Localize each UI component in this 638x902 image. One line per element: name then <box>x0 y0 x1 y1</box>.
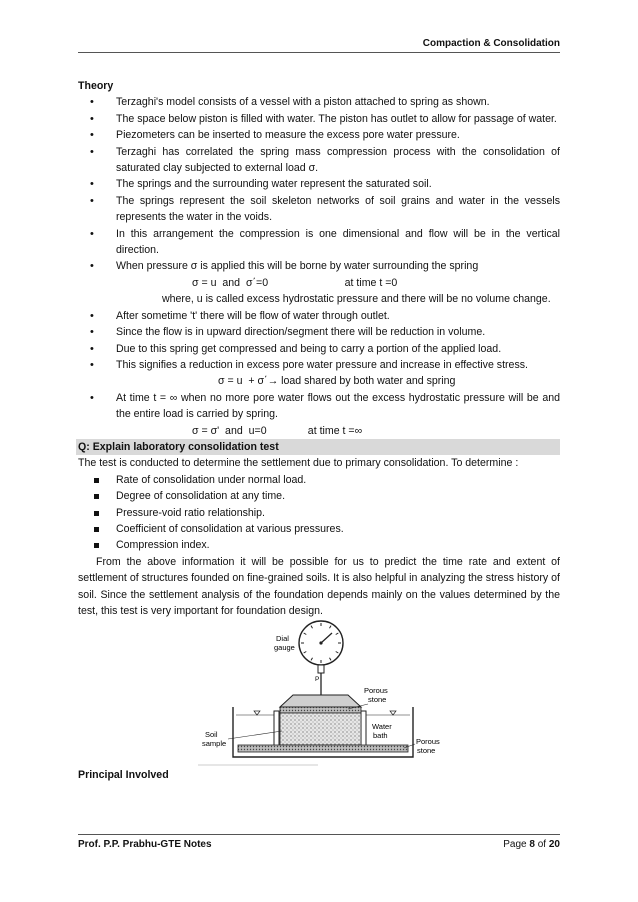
consolidation-apparatus-figure <box>78 619 560 767</box>
question-paragraph: From the above information it will be possible for us to predict the time rate and extent of settlement of structures founded on fine-grained soils. It is also helpful in analyzing the stress history of soil. Since the settlement analysis of the foundation depends mainly on the values determined by the test, this test is very important for foundation design. <box>78 555 560 617</box>
header-rule <box>78 52 560 53</box>
porous-label-top: Porous <box>364 686 388 696</box>
theory-bullets-b <box>78 308 560 374</box>
apparatus-diagram <box>78 619 560 767</box>
page-current: 8 <box>529 839 535 850</box>
list-item: • Due to this spring get compressed and being to carry a portion of the applied load. <box>78 341 560 357</box>
equation-2: σ = u + σ΄→ load shared by both water and spring <box>218 375 456 388</box>
bottom-porous-stone <box>238 745 408 752</box>
bath-label: bath <box>373 731 388 741</box>
list-item: • At time t = ∞ when no more pore water flows out the excess hydrostatic pressure will be and the entire load is carried by spring. <box>78 390 560 423</box>
of-word: of <box>537 839 547 850</box>
soil-label: Soil <box>205 730 218 740</box>
question-items <box>78 472 560 554</box>
dial-stem <box>318 665 324 673</box>
top-porous-stone <box>280 707 361 713</box>
soil-sample <box>280 713 361 745</box>
list-item: Degree of consolidation at any time. <box>78 488 560 504</box>
footer-author: Prof. P.P. Prabhu-GTE Notes <box>78 839 212 850</box>
theory-heading: Theory <box>78 80 114 92</box>
question-heading: Q: Explain laboratory consolidation test <box>76 439 560 455</box>
list-item: • In this arrangement the compression is one dimensional and flow will be in the vertical direction. <box>78 226 560 259</box>
footer-rule <box>78 834 560 835</box>
list-item: • This signifies a reduction in excess pore water pressure and increase in effective stress. <box>78 357 560 373</box>
gauge-label: gauge <box>274 643 295 653</box>
principal-heading: Principal Involved <box>78 769 169 782</box>
footer-page-number <box>503 839 560 850</box>
sample-label: sample <box>202 739 227 749</box>
list-item: Compression index. <box>78 537 560 553</box>
page-total: 20 <box>548 839 560 850</box>
stone-label-top: stone <box>368 695 387 705</box>
theory-bullets-c <box>78 390 560 423</box>
list-item: • The springs represent the soil skeleton networks of soil grains and water in the vessels represents the water in the voids. <box>78 193 560 226</box>
list-item: • Piezometers can be inserted to measure the excess pore water pressure. <box>78 127 560 143</box>
water-label: Water <box>372 722 392 732</box>
list-item: • After sometime 't' there will be flow of water through outlet. <box>78 308 560 324</box>
list-item: • Since the flow is in upward direction/segment there will be reduction in volume. <box>78 324 560 340</box>
page-word: Page <box>503 839 527 850</box>
page-header-title: Compaction & Consolidation <box>422 38 560 49</box>
list-item: Rate of consolidation under normal load. <box>78 472 560 488</box>
p-label: P <box>315 676 320 684</box>
list-item: • Terzaghi has correlated the spring mass compression process with the consolidation of saturated clay subjected to external load σ. <box>78 144 560 177</box>
porous-label-bottom: Porous <box>416 737 440 747</box>
list-item: • When pressure σ is applied this will be borne by water surrounding the spring <box>78 258 560 274</box>
list-item: • Terzaghi's model consists of a vessel with a piston attached to spring as shown. <box>78 94 560 110</box>
equation-3: σ = σ' and u=0 at time t =∞ <box>192 424 363 437</box>
question-intro: The test is conducted to determine the settlement due to primary consolidation. To determine : <box>78 457 519 470</box>
dial-label: Dial <box>276 634 289 644</box>
loading-cap <box>280 695 361 707</box>
list-item: • The springs and the surrounding water represent the saturated soil. <box>78 176 560 192</box>
page-content <box>78 78 560 784</box>
list-item: • The space below piston is filled with water. The piston has outlet to allow for passage of water. <box>78 111 560 127</box>
equation-1: σ = u and σ΄=0 at time t =0 <box>192 276 398 289</box>
list-item: Coefficient of consolidation at various pressures. <box>78 521 560 537</box>
equation-1-note: where, u is called excess hydrostatic pressure and there will be no volume change. <box>162 293 551 306</box>
theory-bullets-a <box>78 94 560 274</box>
list-item: Pressure-void ratio relationship. <box>78 505 560 521</box>
stone-label-bottom: stone <box>417 746 436 756</box>
